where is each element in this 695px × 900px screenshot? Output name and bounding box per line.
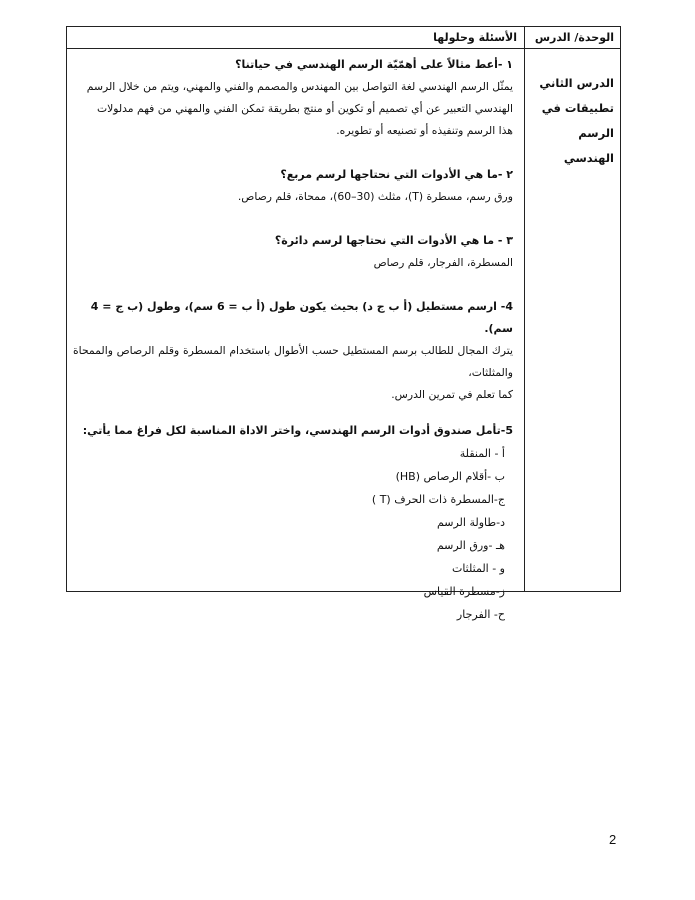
option-item: ز-مسطرة القياس <box>423 585 505 598</box>
unit-line: الدرس الثاني <box>539 76 614 90</box>
header-unit: الوحدة/ الدرس <box>523 27 620 49</box>
unit-line: تطبيقات في الرسم <box>541 101 614 140</box>
questions-cell <box>67 49 523 626</box>
answer-2: ورق رسم، مسطرة (T)، مثلث (30–60)، ممحاة، قلم رصاص. <box>237 190 513 203</box>
page-number: 2 <box>609 832 617 847</box>
answer-1-line: الهندسي التعبير عن أي تصميم أو تكوين أو منتج بطريقة تمكن الفني والمهني من فهم مدلولات <box>96 102 513 115</box>
header-questions: الأسئلة وحلولها <box>67 27 523 49</box>
option-item: هـ -ورق الرسم <box>436 539 505 552</box>
option-item: ب -أقلام الرصاص (HB) <box>395 470 505 483</box>
question-4: 4- ارسم مستطيل (أ ب ج د) بحيث يكون طول (أ ب = 6 سم)، وطول (ب ج = 4 سم). <box>90 300 513 335</box>
option-item: ح- الفرجار <box>456 608 505 621</box>
option-item: و - المثلثات <box>451 562 505 575</box>
question-1: ١ -أعط مثالاً على أهمّيّة الرسم الهندسي في حياتنا؟ <box>235 58 513 71</box>
question-2: ٢ -ما هي الأدوات التي نحتاجها لرسم مربع؟ <box>280 168 513 181</box>
unit-cell <box>523 71 620 171</box>
option-item: د-طاولة الرسم <box>436 516 505 529</box>
answer-4-line: يترك المجال للطالب برسم المستطيل حسب الأطوال باستخدام المسطرة وقلم الرصاص والممحاة والمثلثات، <box>73 344 513 379</box>
answer-table <box>66 26 621 621</box>
answer-1-line: يمثّل الرسم الهندسي لغة التواصل بين المهندس والمصمم والفني والمهني، ويتم من خلال الرسم <box>86 80 513 93</box>
option-item: ج-المسطرة ذات الحرف (T ) <box>371 493 505 506</box>
answer-1-line: هذا الرسم وتنفيذه أو تصنيعه أو تطويره. <box>336 124 513 137</box>
question-5: 5-تأمل صندوق أدوات الرسم الهندسي، واختر الاداة المناسبة لكل فراغ مما يأتي: <box>82 424 513 437</box>
answer-3: المسطرة، الفرجار، قلم رصاص <box>373 256 513 269</box>
question-3: ٣ - ما هي الأدوات التي نحتاجها لرسم دائرة؟ <box>274 234 513 247</box>
option-item: أ - المنقلة <box>459 447 505 460</box>
answer-4-line: كما تعلم في تمرين الدرس. <box>391 388 513 401</box>
unit-line: الهندسي <box>563 151 614 165</box>
